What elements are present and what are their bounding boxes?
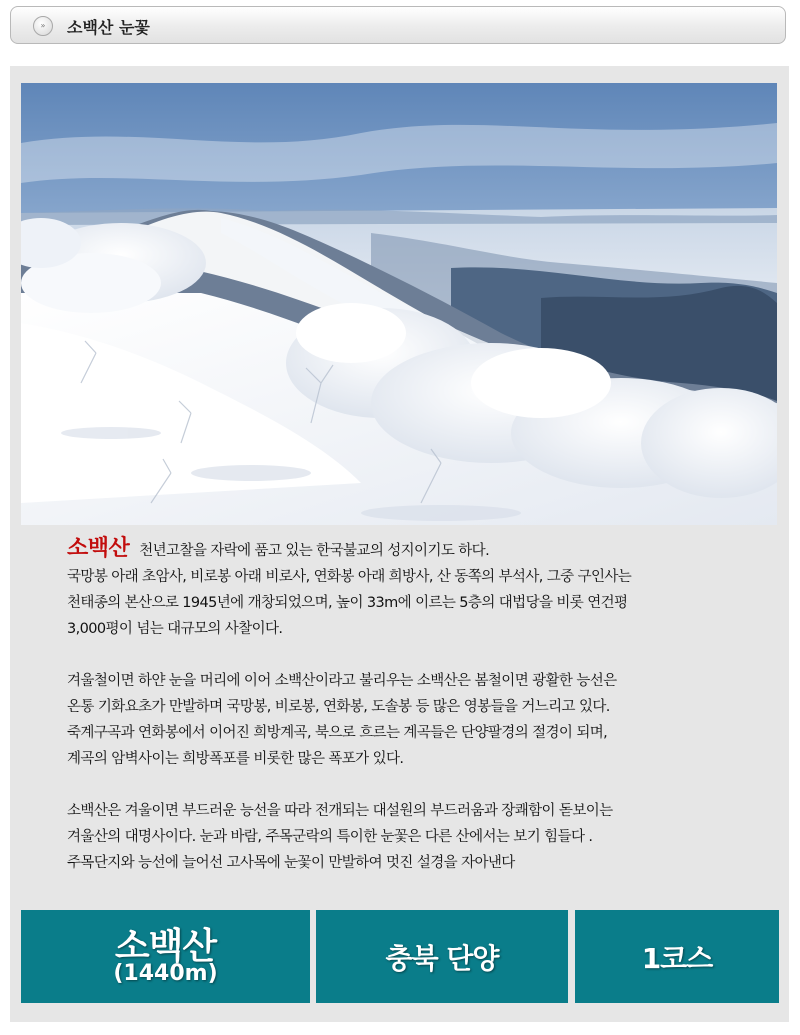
paragraph2-line: 온통 기화요초가 만발하며 국망봉, 비로봉, 연화봉, 도솔봉 등 많은 영봉들을 거느리고 있다.	[67, 699, 610, 715]
snowy-mountain-photo	[21, 83, 777, 525]
mountain-name-highlight: 소백산	[67, 536, 130, 561]
intro-lead-text: 천년고찰을 자락에 품고 있는 한국불교의 성지이기도 하다.	[139, 543, 490, 559]
paragraph3-line: 소백산은 겨울이면 부드러운 능선을 따라 전개되는 대설원의 부드러움과 장쾌함이 돋보이는	[67, 803, 613, 819]
intro-line: 3,000평이 넘는 대규모의 사찰이다.	[67, 621, 283, 637]
title-bar	[10, 6, 786, 44]
intro-line: 천태종의 본산으로 1945년에 개창되었으며, 높이 33m에 이르는 5층의 대법당을 비롯 연건평	[67, 595, 628, 611]
course-info-box	[575, 910, 779, 1003]
mountain-height: (1440m)	[113, 961, 218, 986]
double-chevron-right-icon: »	[33, 16, 53, 36]
paragraph3-line: 겨울산의 대명사이다. 눈과 바람, 주목군락의 특이한 눈꽃은 다른 산에서는 보기 힘들다 .	[67, 829, 593, 845]
paragraph2-line: 겨울철이면 하얀 눈을 머리에 이어 소백산이라고 불리우는 소백산은 봄철이면 광활한 능선은	[67, 673, 617, 689]
paragraph2-line: 죽계구곡과 연화봉에서 이어진 희방계곡, 북으로 흐르는 계곡들은 단양팔경의 절경이 되며,	[67, 725, 608, 741]
location-label: 충북 단양	[385, 942, 499, 975]
course-label: 1코스	[641, 942, 713, 975]
mountain-name: 소백산	[114, 926, 217, 967]
intro-lead-row	[67, 536, 767, 564]
paragraph3-line: 주목단지와 능선에 늘어선 고사목에 눈꽃이 만발하여 멋진 설경을 자아낸다	[67, 855, 515, 871]
location-info-box	[316, 910, 568, 1003]
intro-line: 국망봉 아래 초암사, 비로봉 아래 비로사, 연화봉 아래 희방사, 산 동쪽의 부석사, 그중 구인사는	[67, 569, 632, 585]
mountain-info-box	[21, 910, 310, 1003]
description-text	[67, 536, 767, 876]
paragraph2-line: 계곡의 암벽사이는 희방폭포를 비롯한 많은 폭포가 있다.	[67, 751, 404, 767]
page-title: 소백산 눈꽃	[67, 18, 150, 37]
